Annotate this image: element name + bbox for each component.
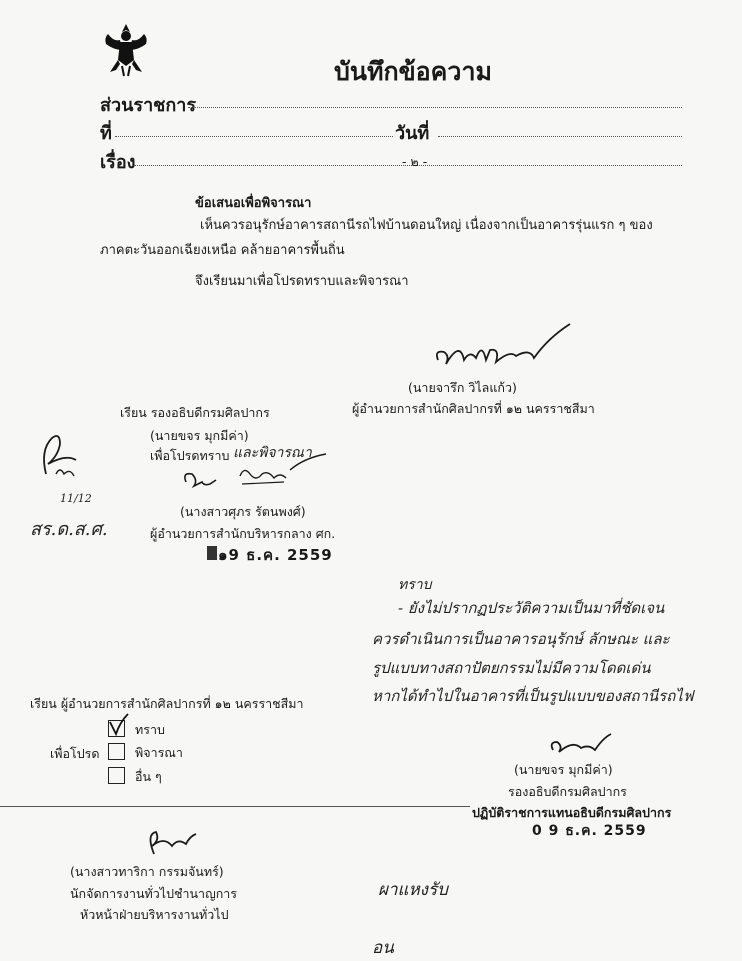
signature-2 [180,452,330,502]
section-heading: ข้อเสนอเพื่อพิจารณา [195,196,312,211]
margin-initial-date: 11/12 [60,492,92,505]
instruction-to: เรียน ผู้อำนวยการสำนักศิลปากรที่ ๑๒ นครราชสีมา [30,696,304,711]
endorsement1-signer-name: (นางสาวศุภร รัตนพงศ์) [180,504,306,519]
purpose-label: เพื่อโปรด [50,746,100,761]
closing-line: จึงเรียนมาเพื่อโปรดทราบและพิจารณา [195,274,409,289]
garuda-emblem-icon [100,20,152,78]
section-divider [0,806,470,807]
check-mark-icon [106,712,130,736]
ref-line [115,136,393,137]
margin-signature [30,430,90,490]
checkbox-other[interactable] [108,767,125,784]
memo-title: บันทึกข้อความ [334,57,492,86]
signer2-name: (นายขจร มุกมีค่า) [514,762,613,777]
signature-4 [140,826,200,860]
body-paragraph-line1: เห็นควรอนุรักษ์อาคารสถานีรถไฟบ้านดอนใหญ่ เนื่องจากเป็นอาคารรุ่นแรก ๆ ของ [200,218,653,233]
option-other-label: อื่น ๆ [135,769,162,784]
ref-label: ที่ [100,123,112,144]
endorsement1-signer-position: ผู้อำนวยการสำนักบริหารกลาง ศก. [150,526,336,541]
endorsement1-via-name: (นายขจร มุกมีค่า) [150,428,249,443]
signer3-role: หัวหน้าฝ่ายบริหารงานทั่วไป [80,907,229,922]
checkbox-consider[interactable] [108,743,125,760]
agency-line [188,107,682,108]
body-paragraph-line2: ภาคตะวันออกเฉียงเหนือ คล้ายอาคารพื้นถิ่น [100,243,345,258]
endorsement1-purpose-handwritten: และพิจารณา [233,445,312,461]
received-date-stamp: ๑9 ธ.ค. 2559 [218,546,333,564]
signer1-position: ผู้อำนวยการสำนักศิลปากรที่ ๑๒ นครราชสีมา [352,401,595,416]
date-line [438,136,682,137]
endorsement1-to: เรียน รองอธิบดีกรมศิลปากร [120,405,270,420]
signature-1 [430,320,580,375]
date-label: วันที่ [395,123,430,144]
bottom-handwritten-note2: อน [372,938,394,958]
signer2-position: รองอธิบดีกรมศิลปากร [508,784,627,799]
order-line2: ควรดำเนินการเป็นอาคารอนุรักษ์ ลักษณะ และ [372,630,670,648]
order-line1: - ยังไม่ปรากฏประวัติความเป็นมาที่ชัดเจน [398,599,665,617]
signer2-date-stamp: 0 9 ธ.ค. 2559 [532,823,647,839]
bottom-handwritten-note1: ผาแหงรับ [378,880,448,900]
option-consider-label: พิจารณา [135,745,183,760]
margin-abbrev: สร.ด.ส.ศ. [30,519,108,540]
order-line3: รูปแบบทางสถาปัตยกรรมไม่มีความโดดเด่น [372,659,651,677]
option-acknowledge-label: ทราบ [135,722,165,737]
subject-label: เรื่อง [100,152,136,173]
stamp-smudge-icon [207,546,217,560]
signer1-name: (นายจารึก วิไลแก้ว) [408,380,517,395]
endorsement1-purpose: เพื่อโปรดทราบ [150,448,230,463]
page-number: - ๒ - [402,154,428,169]
signer3-name: (นางสาวทาริกา กรรมจันทร์) [70,864,224,879]
order-line0: ทราบ [398,577,432,593]
signature-3 [545,730,615,760]
agency-label: ส่วนราชการ [100,95,197,116]
signer3-position: นักจัดการงานทั่วไปชำนาญการ [70,886,238,901]
order-line4: หากได้ทำไปในอาคารที่เป็นรูปแบบของสถานีรถไฟ [372,687,694,705]
signer2-acting: ปฏิบัติราชการแทนอธิบดีกรมศิลปากร [472,805,672,820]
